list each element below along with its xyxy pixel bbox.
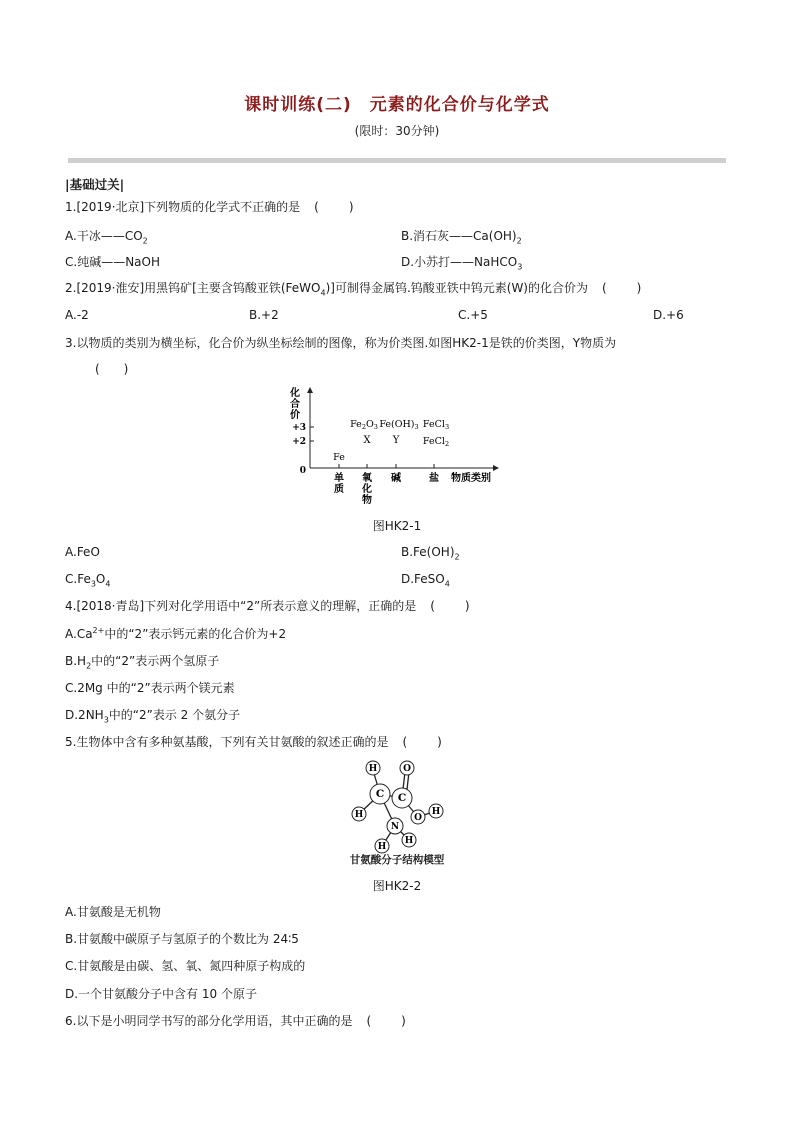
option-text: O — [95, 572, 106, 586]
option-text: B.Fe(OH) — [401, 545, 455, 559]
subscript: 4 — [444, 579, 450, 589]
question-5-stem: 5.生物体中含有多种氨基酸，下列有关甘氨酸的叙述正确的是 — [65, 735, 389, 749]
subscript: 4 — [320, 288, 326, 298]
q5-option-d: D.一个甘氨酸分子中含有 10 个原子 — [65, 987, 257, 1001]
q4-option-c: C.2Mg 中的“2”表示两个镁元素 — [65, 681, 235, 695]
answer-bracket: ( ) — [95, 362, 129, 376]
q5-option-b: B.甘氨酸中碳原子与氢原子的个数比为 24∶5 — [65, 932, 299, 946]
question-6 — [65, 1013, 408, 1029]
answer-bracket: ( ) — [314, 200, 356, 214]
atom-h: H — [377, 842, 387, 852]
x-category-elemental-1: 单 — [334, 473, 344, 484]
question-2 — [65, 280, 643, 296]
option-text: B.H — [65, 654, 87, 668]
atom-o: O — [403, 764, 411, 774]
q1-option-b — [401, 228, 522, 244]
q1-option-d — [401, 254, 522, 270]
atom-c: C — [375, 788, 385, 800]
page-title: 课时训练(二) 元素的化合价与化学式 — [244, 95, 550, 115]
y-tick-2 — [292, 437, 314, 447]
option-text: A.Ca — [65, 627, 93, 641]
question-5 — [65, 734, 444, 750]
y-tick-3 — [292, 423, 314, 433]
atom-n: N — [390, 822, 400, 832]
atom-h: H — [354, 810, 364, 820]
point-x: X — [363, 435, 371, 446]
q3-option-a: A.FeO — [65, 545, 100, 559]
q5-option-c: C.甘氨酸是由碳、氢、氧、氮四种原子构成的 — [65, 959, 306, 973]
q4-option-a — [65, 626, 286, 642]
option-text: C.Fe — [65, 572, 91, 586]
q4-option-d — [65, 707, 240, 723]
answer-bracket: ( ) — [402, 735, 444, 749]
question-1-stem: 1.[2019·北京]下列物质的化学式不正确的是 — [65, 200, 301, 214]
answer-bracket: ( ) — [430, 599, 472, 613]
y-axis-label-3: 价 — [290, 410, 300, 421]
q2-option-c: C.+5 — [458, 308, 488, 322]
point-y: Y — [392, 435, 400, 446]
option-text: 中的“2”表示 2 个氨分子 — [108, 708, 241, 722]
point-feoh3: $Fe(OH)_3$ — [379, 419, 419, 431]
option-text: D.2NH — [65, 708, 104, 722]
x-category-elemental-2: 质 — [334, 484, 344, 495]
question-1 — [65, 199, 356, 215]
question-6-stem: 6.以下是小明同学书写的部分化学用语，其中正确的是 — [65, 1014, 353, 1028]
figure-caption-hk2-1: 图HK2-1 — [372, 519, 422, 533]
q3-option-b — [401, 544, 460, 560]
question-2-stem: 2.[2019·淮安]用黑钨矿[主要含钨酸亚铁(FeWO — [65, 281, 321, 295]
header-divider — [68, 158, 726, 163]
x-ticks — [339, 464, 434, 468]
subscript: 4 — [105, 579, 111, 589]
q2-option-b: B.+2 — [249, 308, 279, 322]
time-limit: (限时：30分钟) — [354, 124, 440, 138]
option-text: D.FeSO — [401, 572, 445, 586]
q3-option-c — [65, 571, 110, 587]
q2-option-d: D.+6 — [653, 308, 684, 322]
q1-option-a — [65, 228, 148, 244]
question-2-stem-end: )]可制得金属钨.钨酸亚铁中钨元素(W)的化合价为 — [325, 281, 588, 295]
figure-caption-hk2-2: 图HK2-2 — [372, 879, 422, 893]
x-category-oxide-3: 物 — [362, 495, 372, 506]
x-category-oxide-1: 氧 — [362, 473, 372, 484]
q5-option-a: A.甘氨酸是无机物 — [65, 905, 161, 919]
subscript: 2 — [516, 236, 522, 246]
atom-h: H — [404, 836, 414, 846]
section-heading: |基础过关| — [65, 177, 125, 192]
q2-option-a: A.-2 — [65, 308, 89, 322]
origin-label: 0 — [299, 466, 306, 476]
option-text: D.小苏打——NaHCO — [401, 255, 518, 269]
y-axis-label-2: 合 — [290, 399, 300, 410]
subscript: 2 — [86, 661, 92, 671]
superscript: 2+ — [92, 626, 105, 635]
y-axis-label-1: 化 — [290, 388, 300, 399]
x-category-oxide-2: 化 — [362, 484, 372, 495]
subscript: 2 — [142, 236, 148, 246]
answer-bracket: ( ) — [602, 281, 644, 295]
molecule-model-label: 甘氨酸分子结构模型 — [349, 854, 445, 866]
point-fe: Fe — [333, 452, 345, 463]
subscript: 3 — [103, 715, 109, 725]
y-tick-label-3: +3 — [292, 423, 306, 433]
point-fe2o3: $Fe_2O_3$ — [350, 419, 378, 431]
question-4-stem: 4.[2018·青岛]下列对化学用语中“2”所表示意义的理解，正确的是 — [65, 599, 417, 613]
q4-option-b — [65, 653, 219, 669]
atom-h: H — [368, 764, 378, 774]
atom-o: O — [414, 813, 422, 823]
point-fecl3: FeCl$_3$ — [422, 419, 450, 431]
x-axis-label: 物质类别 — [451, 473, 491, 484]
x-category-salt: 盐 — [429, 473, 439, 484]
option-text: B.消石灰——Ca(OH) — [401, 229, 517, 243]
answer-bracket: ( ) — [366, 1014, 408, 1028]
q3-option-d — [401, 571, 450, 587]
iron-valence-chart — [286, 380, 516, 510]
question-3-stem: 3.以物质的类别为横坐标，化合价为纵坐标绘制的图像，称为价类图.如图HK2-1是铁的价类图，Y物质为 — [65, 336, 617, 350]
subscript: 2 — [454, 552, 460, 562]
q1-option-c: C.纯碱——NaOH — [65, 255, 160, 269]
x-category-base: 碱 — [391, 473, 401, 484]
subscript: 3 — [517, 262, 523, 272]
subscript: 3 — [90, 579, 96, 589]
option-text: A.干冰——CO — [65, 229, 143, 243]
point-fecl2: FeCl$_2$ — [422, 436, 450, 448]
atom-c: C — [397, 792, 407, 804]
atom-h: H — [431, 807, 441, 817]
y-tick-label-2: +2 — [292, 437, 306, 447]
question-4 — [65, 598, 472, 614]
option-text: 中的“2”表示两个氢原子 — [91, 654, 220, 668]
option-text: 中的“2”表示钙元素的化合价为+2 — [104, 627, 287, 641]
